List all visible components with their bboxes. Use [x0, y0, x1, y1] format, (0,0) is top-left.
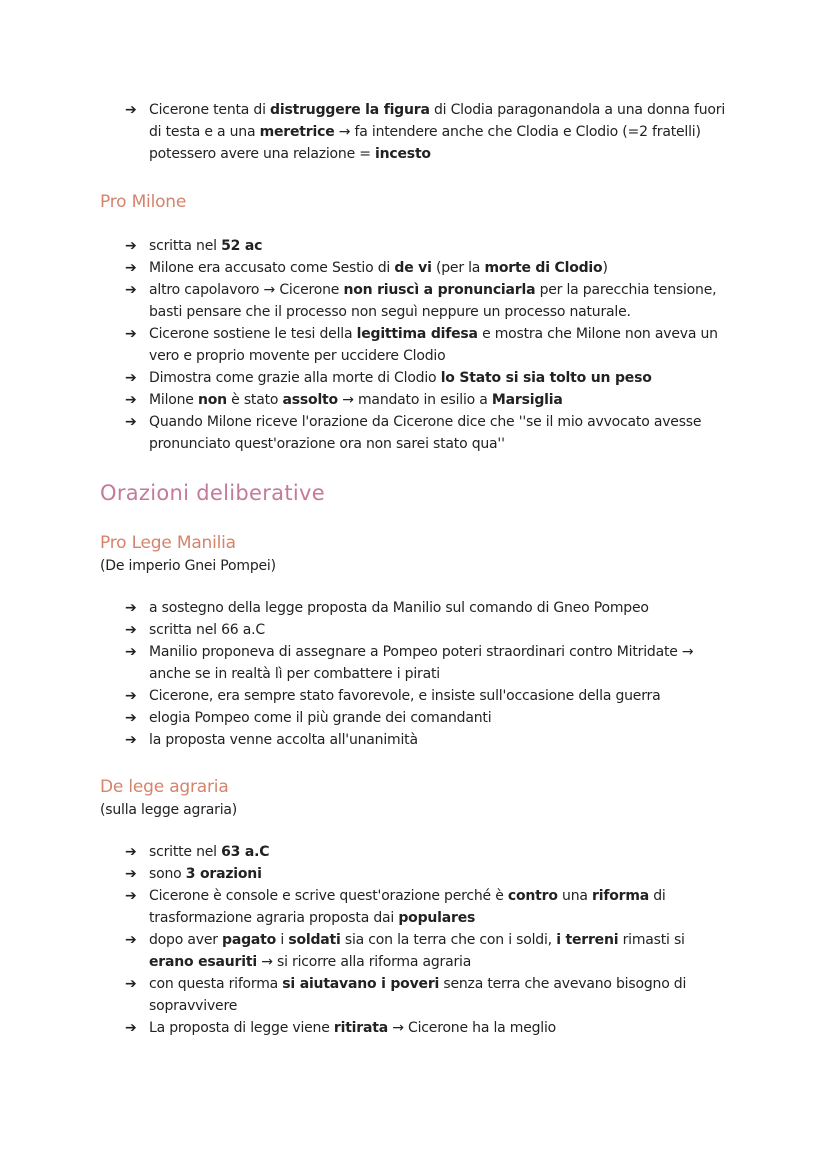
bold-text: 3 orazioni: [185, 866, 262, 882]
text-run: → si ricorre alla riforma agraria: [256, 954, 472, 970]
text-run: a sostegno della legge proposta da Manilio sul comando di Gneo Pompeo: [149, 600, 649, 616]
list-item: [125, 597, 728, 619]
text-run: la proposta venne accolta all'unanimità: [149, 732, 418, 748]
bold-text: Marsiglia: [491, 392, 563, 408]
list-item: [125, 619, 728, 641]
text-run: per la parecchia tensione, basti pensare che il processo non seguì neppure un processo naturale.: [149, 282, 717, 320]
text-run: Cicerone sostiene le tesi della: [149, 326, 357, 342]
arrow-icon: ➔: [125, 622, 137, 638]
bold-text: riforma: [592, 888, 649, 904]
text-run: Dimostra come grazie alla morte di Clodio: [149, 370, 441, 386]
text-run: → mandato in esilio a: [337, 392, 492, 408]
text-run: Milone: [149, 392, 198, 408]
text-run: i: [276, 932, 289, 948]
bold-text: incesto: [375, 146, 431, 162]
text-run: Cicerone è console e scrive quest'orazione perché è: [149, 888, 508, 904]
list-item: [125, 641, 728, 685]
list-item: [125, 99, 728, 165]
text-run: una: [557, 888, 593, 904]
pro-lege-manilia-list: [100, 597, 728, 751]
arrow-icon: ➔: [125, 932, 137, 948]
text-run: di trasformazione agraria proposta dai: [149, 888, 666, 926]
arrow-icon: ➔: [125, 370, 137, 386]
bold-text: non: [197, 392, 227, 408]
list-item: [125, 885, 728, 929]
heading-de-lege-agraria: De lege agraria: [100, 777, 229, 797]
bold-text: pagato: [222, 932, 277, 948]
list-item: [125, 929, 728, 973]
text-run: è stato: [226, 392, 283, 408]
arrow-icon: ➔: [125, 392, 137, 408]
arrow-icon: ➔: [125, 688, 137, 704]
bold-text: ritirata: [333, 1020, 388, 1036]
list-item: [125, 411, 728, 455]
heading-pro-milone: Pro Milone: [100, 192, 187, 212]
text-run: scritta nel: [149, 238, 222, 254]
text-run: Manilio proponeva di assegnare a Pompeo poteri straordinari contro Mitridate → anche se in realtà lì per combattere i pirati: [149, 644, 694, 682]
arrow-icon: ➔: [125, 282, 137, 298]
list-item: [125, 863, 728, 885]
list-item: [125, 235, 728, 257]
arrow-icon: ➔: [125, 844, 137, 860]
arrow-icon: ➔: [125, 326, 137, 342]
list-item: [125, 367, 728, 389]
arrow-icon: ➔: [125, 102, 137, 118]
bold-text: i terreni: [556, 932, 619, 948]
heading-orazioni-deliberative: Orazioni deliberative: [100, 481, 325, 505]
text-run: La proposta di legge viene: [149, 1020, 334, 1036]
bold-text: meretrice: [259, 124, 335, 140]
list-item: [125, 389, 728, 411]
text-run: rimasti si: [618, 932, 685, 948]
bold-text: 63 a.C: [221, 844, 270, 860]
text-run: → Cicerone ha la meglio: [387, 1020, 557, 1036]
text-run: Cicerone tenta di: [149, 102, 271, 118]
bold-text: legittima difesa: [356, 326, 478, 342]
list-item: [125, 323, 728, 367]
heading-pro-lege-manilia: Pro Lege Manilia: [100, 533, 236, 553]
de-lege-agraria-subtitle: (sulla legge agraria): [100, 802, 238, 818]
arrow-icon: ➔: [125, 1020, 137, 1036]
list-item: [125, 1017, 728, 1039]
list-item: [125, 973, 728, 1017]
text-run: altro capolavoro → Cicerone: [149, 282, 344, 298]
bold-text: lo Stato si sia tolto un peso: [440, 370, 652, 386]
text-run: → fa intendere anche che Clodia e Clodio (=2 fratelli) potessero avere una relazione =: [149, 124, 701, 162]
bold-text: non riuscì a pronunciarla: [343, 282, 536, 298]
arrow-icon: ➔: [125, 238, 137, 254]
arrow-icon: ➔: [125, 710, 137, 726]
arrow-icon: ➔: [125, 414, 137, 430]
text-run: sia con la terra che con i soldi,: [340, 932, 557, 948]
arrow-icon: ➔: [125, 866, 137, 882]
bold-text: populares: [398, 910, 476, 926]
list-item: [125, 257, 728, 279]
de-lege-agraria-list: [100, 841, 728, 1039]
text-run: elogia Pompeo come il più grande dei comandanti: [149, 710, 492, 726]
bold-text: assolto: [282, 392, 338, 408]
text-run: ): [602, 260, 608, 276]
text-run: Cicerone, era sempre stato favorevole, e insiste sull'occasione della guerra: [149, 688, 661, 704]
text-run: (per la: [431, 260, 485, 276]
bold-text: erano esauriti: [149, 954, 257, 970]
text-run: Milone era accusato come Sestio di: [149, 260, 395, 276]
list-item: [125, 707, 728, 729]
arrow-icon: ➔: [125, 888, 137, 904]
bold-text: si aiutavano i poveri: [282, 976, 440, 992]
bold-text: contro: [507, 888, 558, 904]
text-run: e mostra che Milone non aveva un vero e proprio movente per uccidere Clodio: [149, 326, 718, 364]
bold-text: 52 ac: [221, 238, 263, 254]
intro-list: [100, 99, 728, 165]
text-run: dopo aver: [149, 932, 223, 948]
text-run: senza terra che avevano bisogno di sopravvivere: [149, 976, 687, 1014]
arrow-icon: ➔: [125, 600, 137, 616]
arrow-icon: ➔: [125, 976, 137, 992]
arrow-icon: ➔: [125, 260, 137, 276]
text-run: con questa riforma: [149, 976, 283, 992]
arrow-icon: ➔: [125, 644, 137, 660]
text-run: scritta nel 66 a.C: [149, 622, 265, 638]
list-item: [125, 279, 728, 323]
arrow-icon: ➔: [125, 732, 137, 748]
list-item: [125, 841, 728, 863]
bold-text: distruggere la figura: [270, 102, 430, 118]
text-run: sono: [149, 866, 186, 882]
pro-milone-list: [100, 235, 728, 455]
text-run: Quando Milone riceve l'orazione da Cicerone dice che ''se il mio avvocato avesse pronunciato quest'orazione ora non sarei stato qua'': [149, 414, 702, 452]
bold-text: de vi: [394, 260, 432, 276]
text-run: scritte nel: [149, 844, 222, 860]
list-item: [125, 685, 728, 707]
text-run: di Clodia paragonandola a una donna fuori di testa e a una: [149, 102, 726, 140]
bold-text: morte di Clodio: [484, 260, 603, 276]
bold-text: soldati: [288, 932, 341, 948]
pro-lege-manilia-subtitle: (De imperio Gnei Pompei): [100, 558, 276, 574]
list-item: [125, 729, 728, 751]
